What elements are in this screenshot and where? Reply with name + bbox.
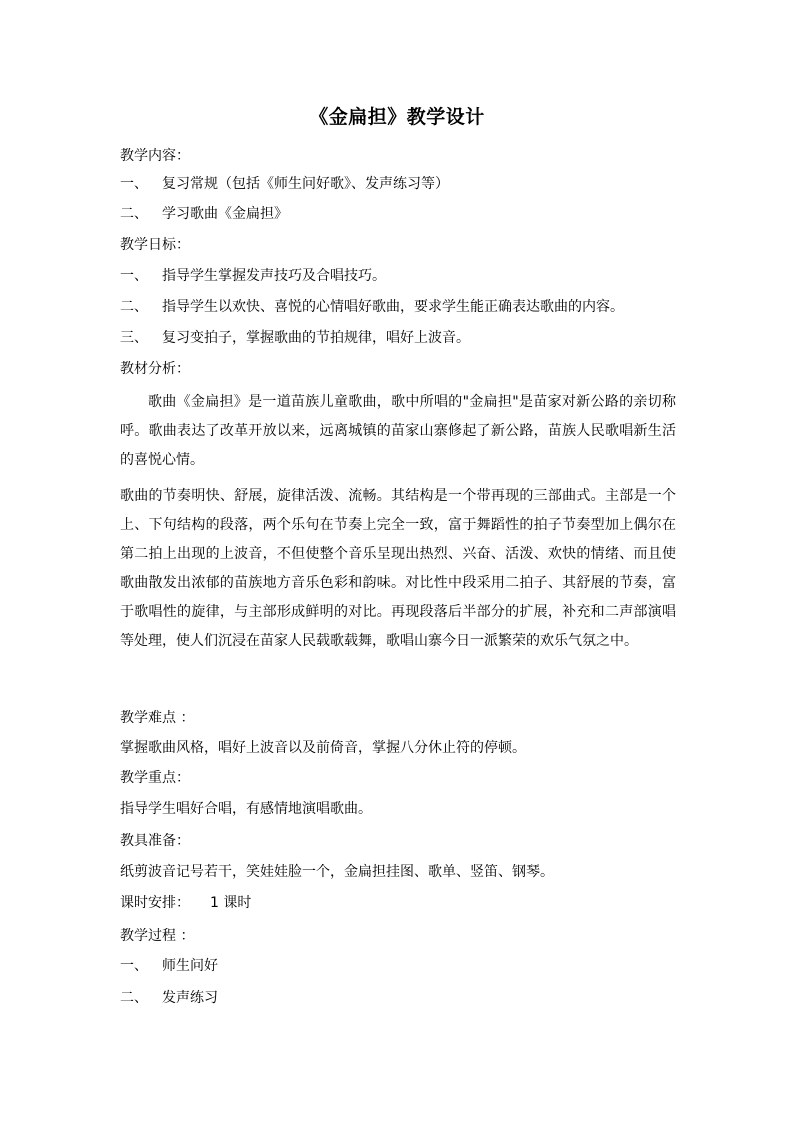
process-item-2-num: 二、 <box>120 990 148 1006</box>
keypoint-heading: 教学重点： <box>120 770 190 786</box>
goals-item-3-num: 三、 <box>120 330 148 346</box>
tools-heading: 教具准备： <box>120 833 190 849</box>
content-item-2 <box>120 204 288 224</box>
process-item-1 <box>120 956 218 976</box>
content-item-2-num: 二、 <box>120 206 148 222</box>
content-heading: 教学内容： <box>120 148 190 164</box>
process-item-2-text: 发声练习 <box>162 990 218 1006</box>
difficulty-heading: 教学难点 ： <box>120 710 195 726</box>
goals-item-1-num: 一、 <box>120 268 148 284</box>
keypoint-text: 指导学生唱好合唱，有感情地演唱歌曲。 <box>120 801 372 817</box>
analysis-paragraph-1: 歌曲《金扁担》是一道苗族儿童歌曲，歌中所唱的"金扁担"是苗家对新公路的亲切称呼。歌曲表达了改革开放以来，远离城镇的苗家山寨修起了新公路，苗族人民歌唱新生活的喜悦心情。 <box>120 394 676 468</box>
goals-item-3-text: 复习变拍子，掌握歌曲的节拍规律，唱好上波音。 <box>162 330 470 346</box>
schedule-value: 1 课时 <box>210 895 252 911</box>
goals-item-1 <box>120 266 386 286</box>
goals-heading: 教学日标： <box>120 237 190 253</box>
schedule-line <box>120 893 251 913</box>
document-title: 《金扁担》教学设计 <box>309 106 485 128</box>
content-item-2-text: 学习歌曲《金扁担》 <box>162 206 288 222</box>
goals-item-3 <box>120 328 470 348</box>
difficulty-text: 掌握歌曲风格，唱好上波音以及前倚音，掌握八分休止符的停顿。 <box>120 740 526 756</box>
content-item-1 <box>120 174 449 194</box>
goals-item-2-num: 二、 <box>120 299 148 315</box>
analysis-heading: 教材分析： <box>120 361 190 377</box>
tools-text: 纸剪波音记号若干，笑娃娃脸一个，金扁担挂图、歌单、竖笛、钢琴。 <box>120 864 554 880</box>
goals-item-2-text: 指导学生以欢快、喜悦的心情唱好歌曲，要求学生能正确表达歌曲的内容。 <box>162 299 624 315</box>
process-item-1-text: 师生问好 <box>162 958 218 974</box>
goals-item-2 <box>120 297 624 317</box>
content-item-1-text: 复习常规（包括《师生问好歌》、发声练习等） <box>162 176 449 192</box>
schedule-label: 课时安排： <box>120 895 190 911</box>
process-item-1-num: 一、 <box>120 958 148 974</box>
analysis-paragraph-2: 歌曲的节奏明快、舒展，旋律活泼、流畅。其结构是一个带再现的三部曲式。主部是一个上、下句结构的段落，两个乐句在节奏上完全一致，富于舞蹈性的拍子节奏型加上偶尔在第二拍上出现的上波音，不但使整个音乐呈现出热烈、兴奋、活泼、欢快的情绪、而且使歌曲散发出浓郁的苗族地方音乐色彩和韵味。对比性中段采用二拍子、其舒展的节奏，富于歌唱性的旋律，与主部形成鲜明的对比。再现段落后半部分的扩展，补充和二声部演唱等处理，使人们沉浸在苗家人民载歌载舞，歌唱山寨今日一派繁荣的欢乐气氛之中。 <box>120 488 676 649</box>
process-heading: 教学过程 ： <box>120 928 195 944</box>
content-item-1-num: 一、 <box>120 176 148 192</box>
goals-item-1-text: 指导学生掌握发声技巧及合唱技巧。 <box>162 268 386 284</box>
process-item-2 <box>120 988 218 1008</box>
